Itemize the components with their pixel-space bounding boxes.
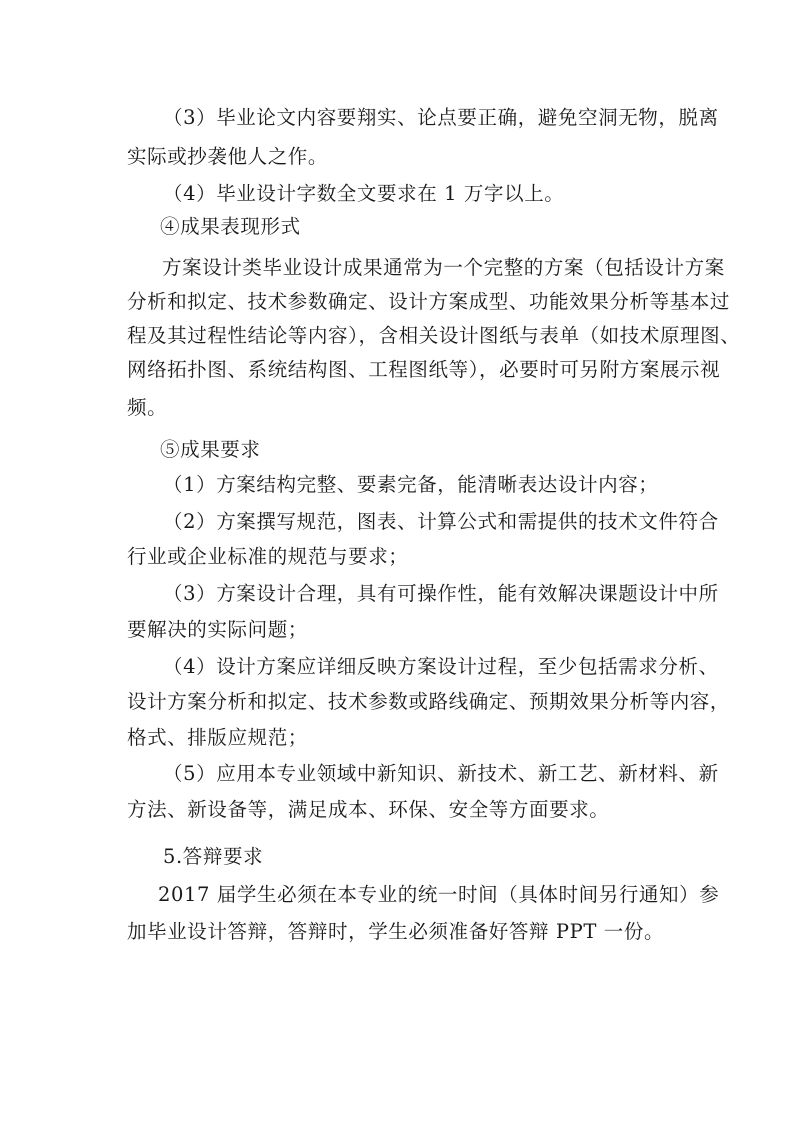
text-line: 实际或抄袭他人之作。: [127, 145, 329, 168]
text-line: （5）应用本专业领域中新知识、新技术、新工艺、新材料、新: [163, 762, 719, 785]
text-line: 方法、新设备等，满足成本、环保、安全等方面要求。: [127, 798, 610, 821]
text-line: （1）方案结构完整、要素完备，能清晰表达设计内容；: [163, 473, 659, 496]
text-line: 要解决的实际问题；: [127, 618, 308, 641]
text-line: 设计方案分析和拟定、技术参数或路线确定、预期效果分析等内容，: [127, 690, 731, 713]
text-line: 格式、排版应规范；: [127, 726, 308, 749]
text-line: 2017 届学生必须在本专业的统一时间（具体时间另行通知）参: [158, 883, 720, 906]
section-heading: 5.答辩要求: [163, 845, 264, 868]
text-line: （2）方案撰写规范，图表、计算公式和需提供的技术文件符合: [163, 510, 719, 533]
text-line: 分析和拟定、技术参数确定、设计方案成型、功能效果分析等基本过: [127, 290, 731, 313]
text-line: （3）毕业论文内容要翔实、论点要正确，避免空洞无物，脱离: [163, 106, 719, 129]
text-line: 网络拓扑图、系统结构图、工程图纸等），必要时可另附方案展示视: [127, 358, 721, 381]
text-line: （4）设计方案应详细反映方案设计过程，至少包括需求分析、: [163, 655, 719, 678]
text-line: 方案设计类毕业设计成果通常为一个完整的方案（包括设计方案: [162, 256, 725, 279]
text-line: 加毕业设计答辩，答辩时，学生必须准备好答辩 PPT 一份。: [127, 920, 665, 943]
text-line: （3）方案设计合理，具有可操作性，能有效解决课题设计中所: [163, 582, 719, 605]
text-line: 频。: [127, 396, 168, 419]
text-line: 程及其过程性结论等内容），含相关设计图纸与表单（如技术原理图、: [127, 324, 741, 347]
text-line: 行业或企业标准的规范与要求；: [127, 545, 409, 568]
text-line: （4）毕业设计字数全文要求在 1 万字以上。: [163, 182, 565, 205]
section-heading: ④成果表现形式: [160, 215, 301, 238]
section-heading: ⑤成果要求: [160, 438, 261, 461]
